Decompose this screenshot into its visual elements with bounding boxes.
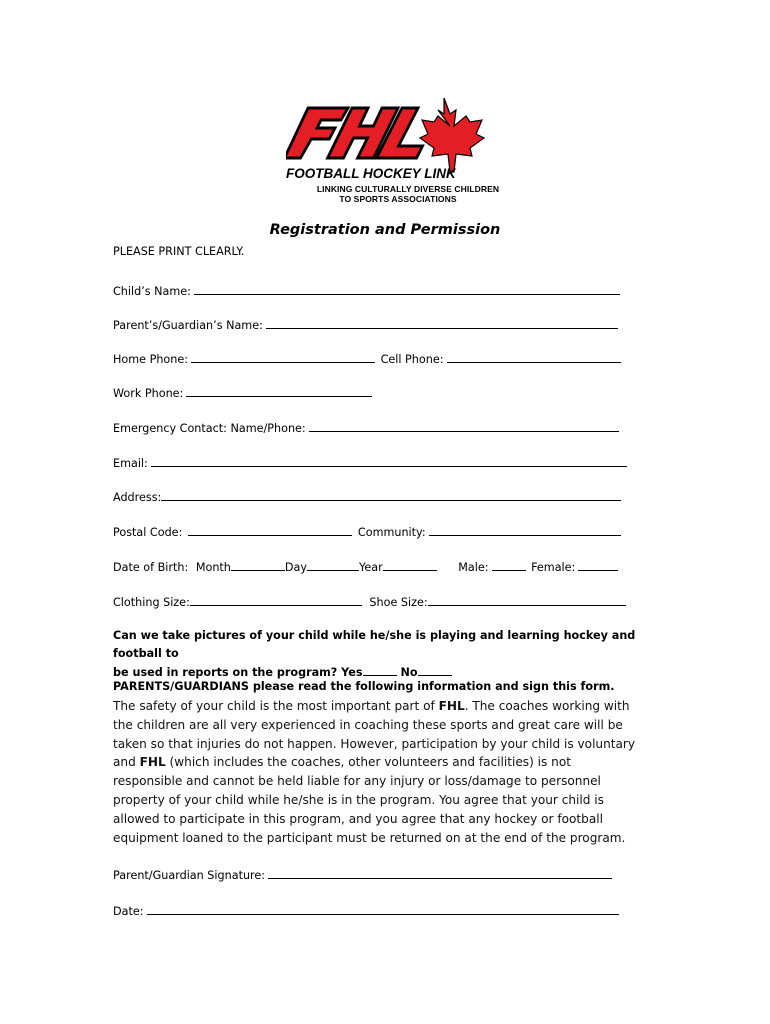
email-row [113,454,627,470]
dob-year-label: Year [359,561,383,574]
home-phone-input[interactable] [191,350,375,363]
postal-community-row [113,523,621,539]
emergency-contact-label: Emergency Contact: Name/Phone: [113,422,306,435]
maple-leaf-icon [420,98,484,172]
guardian-name-input[interactable] [266,316,618,329]
address-input[interactable] [161,488,621,501]
postal-code-input[interactable] [188,523,352,536]
dob-row [113,558,618,574]
postal-code-label: Postal Code: [113,526,183,539]
email-input[interactable] [151,454,627,467]
waiver-part-1: The safety of your child is the most important part of [113,699,439,713]
waiver-paragraph [113,697,643,847]
shoe-size-label: Shoe Size: [369,596,428,609]
shoe-size-input[interactable] [428,593,626,606]
waiver-fhl-1: FHL [438,699,465,713]
photo-consent-question [113,627,658,682]
female-label: Female: [531,561,576,574]
address-label: Address: [113,491,162,504]
clothing-size-label: Clothing Size: [113,596,190,609]
logo-tagline-1: LINKING CULTURALLY DIVERSE CHILDREN [316,184,500,194]
size-row [113,593,626,609]
logo-tagline-2: TO SPORTS ASSOCIATIONS [339,194,457,204]
fhl-logo [286,92,502,204]
form-title: Registration and Permission [269,222,501,238]
clothing-size-input[interactable] [190,593,362,606]
photo-no-label: No [400,666,418,679]
cell-phone-input[interactable] [447,350,621,363]
date-row [113,902,619,918]
dob-year-input[interactable] [383,558,437,571]
home-phone-label: Home Phone: [113,353,189,366]
address-row [113,488,621,504]
child-name-input[interactable] [194,282,620,295]
guardian-name-label: Parent’s/Guardian’s Name: [113,319,263,332]
dob-month-label: Month [195,561,231,574]
signature-row [113,866,612,882]
date-input[interactable] [147,902,619,915]
work-phone-input[interactable] [186,384,372,397]
dob-month-input[interactable] [231,558,285,571]
work-phone-row [113,384,372,400]
male-input[interactable] [492,558,526,571]
waiver-part-3: (which includes the coaches, other volunteers and facilities) is not responsible and cannot be held liable for any injury or loss/damage to personnel property of your child while he/she is in the program. You agree that your child is allowed to participate in this program, and you agree that any hockey or football equipment loaned to the participant must be returned on at the end of the program. [113,755,626,845]
emergency-contact-row [113,419,619,435]
email-label: Email: [113,457,148,470]
signature-input[interactable] [268,866,612,879]
emergency-contact-input[interactable] [309,419,619,432]
phone-row [113,350,621,366]
community-input[interactable] [429,523,621,536]
signature-label: Parent/Guardian Signature: [113,869,266,882]
photo-question-prefix: be used in reports on the program? Yes [113,666,363,679]
child-name-row [113,282,620,298]
photo-question-line-1: Can we take pictures of your child while he/she is playing and learning hockey and football to [113,629,636,660]
guardian-instructions-heading: PARENTS/GUARDIANS please read the following information and sign this form. [113,680,615,693]
waiver-fhl-2: FHL [139,755,166,770]
fhl-letters-icon [286,108,432,158]
dob-day-input[interactable] [307,558,359,571]
work-phone-label: Work Phone: [113,387,184,400]
logo-name: FOOTBALL HOCKEY LINK [286,166,456,181]
dob-label: Date of Birth: [113,561,189,574]
photo-no-input[interactable] [418,663,452,676]
guardian-name-row [113,316,618,332]
male-label: Male: [458,561,489,574]
fhl-logo-graphic [286,92,502,184]
photo-yes-input[interactable] [363,663,397,676]
child-name-label: Child’s Name: [113,285,191,298]
community-label: Community: [357,526,426,539]
date-label: Date: [113,905,144,918]
dob-day-label: Day [284,561,307,574]
female-input[interactable] [578,558,618,571]
waiver-part-2: . The coaches working with the children are all very experienced in coaching these sports and great care will be taken so that injuries do not happen. However, participation by your child is voluntary and [113,699,636,770]
cell-phone-label: Cell Phone: [380,353,444,366]
print-instruction: PLEASE PRINT CLEARLY. [113,245,245,258]
